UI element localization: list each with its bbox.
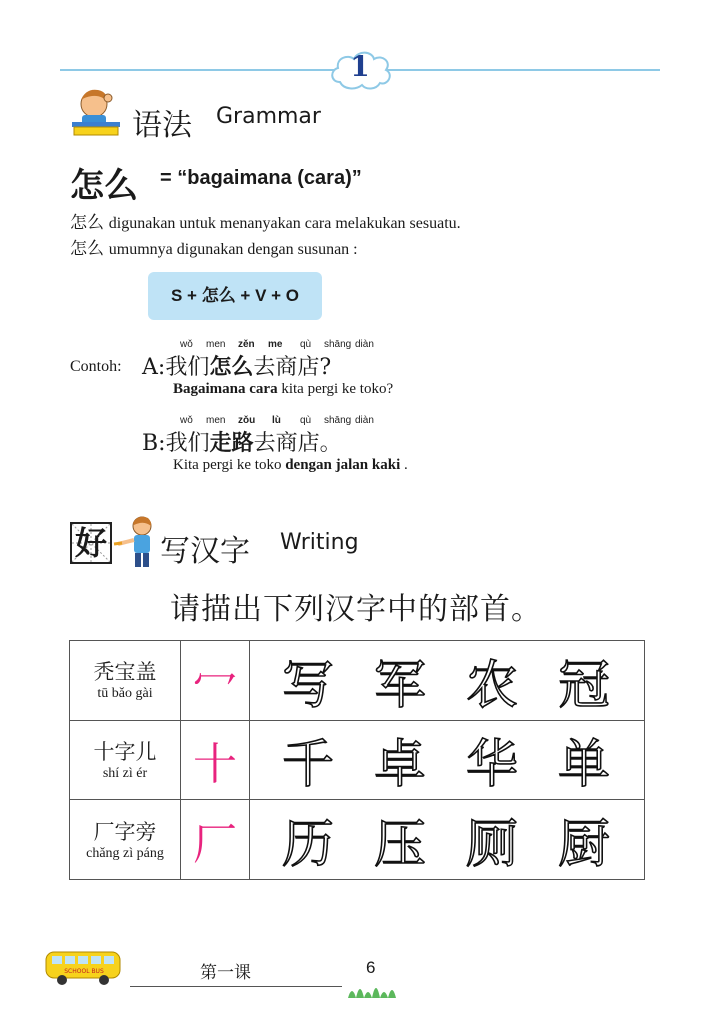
sentence-highlight: 怎么 [209, 354, 254, 380]
table-row [70, 720, 645, 800]
explanation-text: umumnya digunakan dengan susunan : [108, 241, 358, 258]
trace-character[interactable]: 厕 [465, 815, 518, 876]
sentence-highlight: 走路 [209, 430, 254, 456]
translation-highlight: dengan jalan kaki [285, 457, 401, 473]
radical-cell: 厂 [181, 800, 250, 880]
sentence-pattern-box: S + 怎么 + V + O [148, 272, 322, 320]
example-a-translation [173, 381, 393, 398]
translation-part: kita pergi ke toko? [277, 381, 394, 397]
sentence-part: 我们 [165, 355, 210, 380]
pinyin: wǒ [180, 339, 193, 350]
radical-name-cell [70, 720, 181, 800]
pinyin: wǒ [180, 415, 193, 426]
pinyin: diàn [355, 415, 374, 426]
pinyin: me [268, 339, 283, 350]
instruction: 请描出下列汉字中的部首。 [170, 592, 542, 627]
grid-character: 好 [74, 524, 107, 562]
pinyin: lù [272, 415, 281, 426]
tian-grid-box [70, 522, 112, 564]
radical-name-zh: 十字儿 [93, 739, 157, 764]
translation-highlight: Bagaimana cara [173, 381, 278, 397]
pinyin: qù [300, 415, 312, 426]
speaker-label: A: [142, 355, 166, 380]
explanation-line-1 [70, 208, 461, 233]
trace-character[interactable]: 农 [465, 655, 518, 716]
radical-name-pinyin: tū bǎo gài [97, 686, 153, 702]
trace-character[interactable]: 卓 [373, 735, 426, 796]
translation-part: . [400, 457, 408, 473]
radical-name-zh: 厂字旁 [93, 819, 157, 844]
writing-title-en: Writing [280, 530, 359, 555]
trace-character[interactable]: 历 [281, 815, 334, 876]
trace-characters-cell[interactable] [250, 641, 645, 721]
trace-character[interactable]: 压 [373, 815, 426, 876]
pinyin: men [206, 339, 226, 350]
sentence-part: 我们 [165, 431, 210, 456]
example-b-translation [173, 457, 408, 474]
trace-character[interactable]: 千 [281, 735, 334, 796]
example-label: Contoh: [70, 358, 122, 375]
trace-character[interactable]: 华 [465, 735, 518, 796]
pinyin: shāng [324, 339, 352, 350]
trace-character[interactable]: 厨 [557, 815, 610, 876]
pinyin: shāng [324, 415, 352, 426]
translation-part: Kita pergi ke toko [173, 457, 286, 473]
footer-rule [130, 986, 342, 987]
school-bus-icon [44, 946, 124, 988]
example-b-sentence [142, 426, 342, 457]
table-row [70, 641, 645, 721]
explanation-text: digunakan untuk menanyakan cara melakukan sesuatu. [108, 215, 461, 232]
table-row [70, 800, 645, 880]
trace-character[interactable]: 冠 [557, 655, 610, 716]
grammar-title-en: Grammar [216, 104, 321, 129]
pinyin: zǒu [238, 415, 256, 426]
keyword: 怎么 [70, 166, 138, 206]
lesson-label: 第一课 [200, 963, 251, 983]
keyword-meaning: = “bagaimana (cara)” [160, 167, 362, 189]
radical-table [69, 640, 645, 880]
page-number: 6 [366, 958, 376, 977]
radical-name-pinyin: shí zì ér [102, 765, 148, 781]
speaker-label: B: [142, 431, 166, 456]
bus-text: SCHOOL BUS [64, 968, 104, 975]
lesson-number: 1 [350, 50, 370, 83]
radical-name-cell [70, 800, 181, 880]
radical-name-pinyin: chǎng zì páng [86, 845, 164, 861]
pinyin: men [206, 415, 226, 426]
pinyin: qù [300, 339, 312, 350]
trace-characters-cell[interactable] [250, 720, 645, 800]
trace-character[interactable]: 军 [373, 655, 426, 716]
grass-icon [346, 976, 400, 998]
trace-character[interactable]: 单 [557, 735, 610, 796]
student-reading-icon [68, 86, 124, 138]
boy-writing-icon [112, 514, 158, 570]
pinyin: zěn [238, 339, 255, 350]
writing-title-zh: 写汉字 [160, 534, 250, 569]
grammar-title-zh: 语法 [132, 108, 192, 143]
radical-name-zh: 秃宝盖 [93, 660, 157, 685]
explanation-keyword: 怎么 [70, 213, 104, 233]
radical-name-cell [70, 641, 181, 721]
radical-cell: 十 [181, 720, 250, 800]
pinyin: diàn [355, 339, 374, 350]
radical-cell: 冖 [181, 641, 250, 721]
example-a-sentence [142, 350, 331, 381]
sentence-part: 去商店? [253, 355, 332, 380]
trace-characters-cell[interactable] [250, 800, 645, 880]
sentence-part: 去商店。 [253, 431, 342, 456]
explanation-keyword: 怎么 [70, 239, 104, 259]
trace-character[interactable]: 写 [281, 655, 334, 716]
explanation-line-2 [70, 234, 358, 259]
